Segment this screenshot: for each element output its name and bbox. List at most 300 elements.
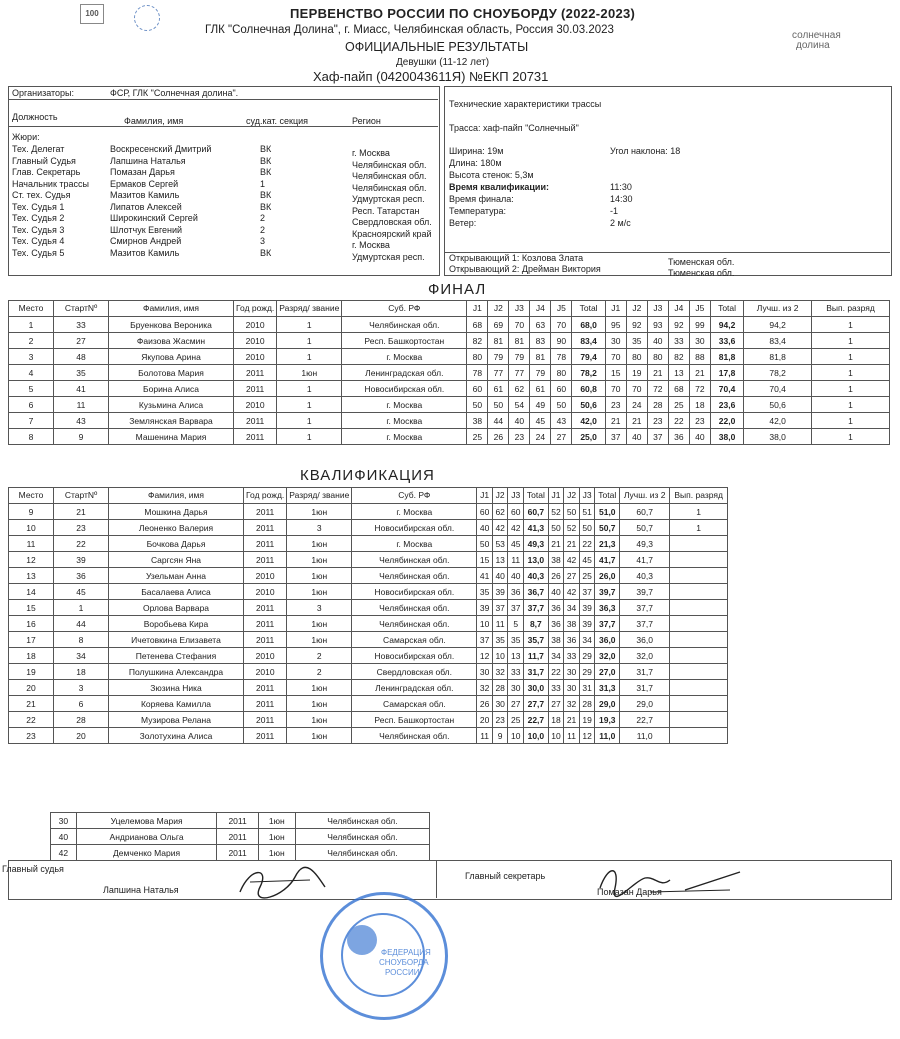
table-cell: 40,3 bbox=[620, 568, 670, 584]
table-row bbox=[9, 584, 728, 600]
table-cell: 16 bbox=[9, 616, 54, 632]
discipline-title: Хаф-пайп (0420043611Я) №ЕКП 20731 bbox=[313, 69, 549, 84]
table-cell: 23 bbox=[689, 413, 710, 429]
table-cell: 19,3 bbox=[595, 712, 620, 728]
table-row bbox=[9, 349, 890, 365]
table-cell: 40 bbox=[647, 333, 668, 349]
table-cell: 17,8 bbox=[710, 365, 743, 381]
table-cell: 52 bbox=[564, 520, 580, 536]
venue-line: ГЛК "Солнечная Долина", г. Миасс, Челябинская область, Россия 30.03.2023 bbox=[205, 24, 614, 36]
column-header: Место bbox=[9, 488, 54, 504]
table-cell: 60,8 bbox=[572, 381, 605, 397]
table-cell: 36,7 bbox=[524, 584, 549, 600]
table-cell: 48 bbox=[54, 349, 109, 365]
table-cell: 44 bbox=[54, 616, 109, 632]
table-cell: 50 bbox=[488, 397, 509, 413]
opener-2-region: Тюменская обл. bbox=[668, 268, 735, 278]
jury-role: Начальник трассы bbox=[12, 178, 89, 189]
table-cell: 68 bbox=[467, 317, 488, 333]
table-cell: 5 bbox=[9, 381, 54, 397]
table-cell: 26 bbox=[488, 429, 509, 445]
table-cell: 38 bbox=[564, 616, 580, 632]
table-cell: 45 bbox=[508, 536, 524, 552]
table-cell: 32,0 bbox=[595, 648, 620, 664]
table-cell: 21 bbox=[564, 536, 580, 552]
table-cell: 27,0 bbox=[595, 664, 620, 680]
table-cell: 1 bbox=[277, 333, 342, 349]
table-cell: Воробьева Кира bbox=[109, 616, 244, 632]
table-cell: г. Москва bbox=[342, 413, 467, 429]
table-cell: 40 bbox=[548, 584, 564, 600]
jury-category: ВК bbox=[260, 155, 272, 166]
qualification-results-table bbox=[8, 487, 728, 744]
table-cell: 1юн bbox=[287, 680, 352, 696]
opener-1-region: Тюменская обл. bbox=[668, 257, 735, 267]
table-cell: 25 bbox=[668, 397, 689, 413]
dns-cell: 2011 bbox=[217, 845, 258, 861]
table-cell: 2010 bbox=[244, 568, 287, 584]
table-cell: 20 bbox=[9, 680, 54, 696]
table-cell: 60 bbox=[467, 381, 488, 397]
column-header: Вып. разряд bbox=[812, 301, 890, 317]
table-cell: 81,8 bbox=[710, 349, 743, 365]
table-row bbox=[9, 333, 890, 349]
table-cell: 37 bbox=[647, 429, 668, 445]
table-cell: 22 bbox=[548, 664, 564, 680]
table-cell: 23 bbox=[492, 712, 508, 728]
table-cell: 30 bbox=[564, 680, 580, 696]
table-cell: 6 bbox=[9, 397, 54, 413]
table-cell: Машенина Мария bbox=[109, 429, 234, 445]
table-cell: 33 bbox=[54, 317, 109, 333]
table-cell: 36 bbox=[668, 429, 689, 445]
table-cell: 37 bbox=[605, 429, 626, 445]
table-cell: 1юн bbox=[287, 712, 352, 728]
table-cell: 50 bbox=[551, 397, 572, 413]
track-heading: Технические характеристики трассы bbox=[449, 99, 602, 109]
table-cell: 6 bbox=[54, 696, 109, 712]
table-cell: 1юн bbox=[287, 584, 352, 600]
column-header: Лучш. из 2 bbox=[744, 301, 812, 317]
table-cell: 22,7 bbox=[620, 712, 670, 728]
table-cell: 13 bbox=[9, 568, 54, 584]
table-cell: 9 bbox=[9, 504, 54, 520]
table-cell: 1 bbox=[812, 333, 890, 349]
table-cell: 41,7 bbox=[595, 552, 620, 568]
table-row bbox=[9, 381, 890, 397]
table-row bbox=[9, 504, 728, 520]
table-row bbox=[9, 632, 728, 648]
table-cell: 36 bbox=[564, 632, 580, 648]
table-cell: 3 bbox=[287, 520, 352, 536]
table-row bbox=[9, 552, 728, 568]
table-cell: 1юн bbox=[277, 365, 342, 381]
dns-cell: Андрианова Ольга bbox=[76, 829, 217, 845]
table-cell: 1 bbox=[812, 397, 890, 413]
table-cell: 79,4 bbox=[572, 349, 605, 365]
table-cell: 53 bbox=[492, 536, 508, 552]
final-results-table bbox=[8, 300, 890, 445]
column-header: J4 bbox=[668, 301, 689, 317]
table-cell: 21,3 bbox=[595, 536, 620, 552]
table-cell: 4 bbox=[9, 365, 54, 381]
table-cell: 19 bbox=[579, 712, 595, 728]
stamp-text-1: ФЕДЕРАЦИЯ bbox=[381, 948, 431, 957]
category-label: Девушки (11-12 лет) bbox=[396, 57, 490, 68]
table-cell: 31 bbox=[579, 680, 595, 696]
table-row bbox=[9, 664, 728, 680]
table-cell: 63 bbox=[530, 317, 551, 333]
jury-region: Респ. Татарстан bbox=[352, 205, 420, 216]
table-cell: 69 bbox=[488, 317, 509, 333]
table-cell: 27 bbox=[564, 568, 580, 584]
snowflake-logo-icon bbox=[134, 5, 160, 31]
table-cell: 1юн bbox=[287, 632, 352, 648]
table-cell: 8,7 bbox=[524, 616, 549, 632]
table-cell: Коряева Камилла bbox=[109, 696, 244, 712]
table-cell: 81,8 bbox=[744, 349, 812, 365]
table-cell bbox=[670, 568, 728, 584]
table-cell: 11 bbox=[508, 552, 524, 568]
table-cell: 38 bbox=[548, 632, 564, 648]
table-cell: 22,7 bbox=[524, 712, 549, 728]
col-name: Фамилия, имя bbox=[124, 116, 184, 126]
track-width: Ширина: 19м bbox=[449, 146, 504, 156]
table-cell: 10 bbox=[548, 728, 564, 744]
table-cell: 60 bbox=[508, 504, 524, 520]
dns-row bbox=[51, 845, 430, 861]
table-cell: 42 bbox=[508, 520, 524, 536]
dns-cell: 1юн bbox=[258, 829, 295, 845]
table-cell: 21 bbox=[54, 504, 109, 520]
final-time-label: Время финала: bbox=[449, 194, 514, 204]
table-cell: 99 bbox=[689, 317, 710, 333]
table-cell: 1 bbox=[277, 397, 342, 413]
table-cell: 51,0 bbox=[595, 504, 620, 520]
table-cell: 39 bbox=[579, 600, 595, 616]
column-header: Total bbox=[710, 301, 743, 317]
table-cell: 38 bbox=[467, 413, 488, 429]
track-length: Длина: 180м bbox=[449, 158, 502, 168]
table-cell: 21 bbox=[689, 365, 710, 381]
table-cell: 20 bbox=[477, 712, 493, 728]
table-cell: 2010 bbox=[244, 648, 287, 664]
table-cell: 11 bbox=[492, 616, 508, 632]
track-wall: Высота стенок: 5,3м bbox=[449, 170, 534, 180]
table-cell: 80 bbox=[626, 349, 647, 365]
column-header: Год рожд. bbox=[244, 488, 287, 504]
table-cell: 70 bbox=[626, 381, 647, 397]
table-cell: 30 bbox=[508, 680, 524, 696]
table-cell: 34 bbox=[579, 632, 595, 648]
track-block bbox=[444, 86, 892, 276]
table-cell: 1 bbox=[277, 349, 342, 365]
table-cell: 44 bbox=[488, 413, 509, 429]
table-cell: 1 bbox=[812, 381, 890, 397]
table-cell: 18 bbox=[689, 397, 710, 413]
table-cell: 22,0 bbox=[710, 413, 743, 429]
table-cell: 37,7 bbox=[524, 600, 549, 616]
jury-name: Лапшина Наталья bbox=[110, 155, 186, 166]
table-cell: 23,6 bbox=[710, 397, 743, 413]
wind-label: Ветер: bbox=[449, 218, 477, 228]
table-cell: 50,6 bbox=[572, 397, 605, 413]
table-cell: 27 bbox=[508, 696, 524, 712]
table-cell: 15 bbox=[605, 365, 626, 381]
jury-region: Челябинская обл. bbox=[352, 171, 427, 181]
table-cell: 1 bbox=[812, 413, 890, 429]
jury-role: Глав. Секретарь bbox=[12, 167, 81, 177]
jury-category: 2 bbox=[260, 213, 266, 223]
table-cell: 60 bbox=[477, 504, 493, 520]
table-cell: Новосибирская обл. bbox=[352, 584, 477, 600]
table-cell: г. Москва bbox=[352, 536, 477, 552]
table-cell: 41,3 bbox=[524, 520, 549, 536]
table-cell bbox=[670, 664, 728, 680]
table-cell bbox=[670, 584, 728, 600]
track-name: Трасса: хаф-пайп "Солнечный" bbox=[449, 123, 579, 133]
table-cell: Мошкина Дарья bbox=[109, 504, 244, 520]
table-cell: 2011 bbox=[244, 616, 287, 632]
track-angle: Угол наклона: 18 bbox=[610, 146, 681, 156]
column-header: J3 bbox=[647, 301, 668, 317]
table-row bbox=[9, 536, 728, 552]
table-cell: 40,3 bbox=[524, 568, 549, 584]
table-cell: 37,7 bbox=[620, 600, 670, 616]
dns-cell: Челябинская обл. bbox=[295, 845, 429, 861]
dns-row bbox=[51, 813, 430, 829]
table-cell: Музирова Релана bbox=[109, 712, 244, 728]
table-cell: 45 bbox=[579, 552, 595, 568]
col-position: Должность bbox=[12, 112, 58, 122]
table-cell: 37 bbox=[492, 600, 508, 616]
table-cell: 37,7 bbox=[620, 616, 670, 632]
table-cell: 11,0 bbox=[620, 728, 670, 744]
table-cell: 41 bbox=[54, 381, 109, 397]
table-cell: 43 bbox=[54, 413, 109, 429]
jury-category: ВК bbox=[260, 144, 272, 154]
table-cell: 35 bbox=[477, 584, 493, 600]
table-cell: 10 bbox=[508, 728, 524, 744]
dns-row bbox=[51, 829, 430, 845]
table-cell: 10 bbox=[9, 520, 54, 536]
table-cell: 2010 bbox=[244, 664, 287, 680]
table-cell: 11 bbox=[564, 728, 580, 744]
table-cell: 30 bbox=[689, 333, 710, 349]
col-region: Регион bbox=[352, 116, 381, 126]
table-cell: 2011 bbox=[234, 381, 277, 397]
table-cell: 80 bbox=[467, 349, 488, 365]
table-cell: 52 bbox=[548, 504, 564, 520]
table-row bbox=[9, 568, 728, 584]
table-cell: 3 bbox=[9, 349, 54, 365]
table-cell: 17 bbox=[9, 632, 54, 648]
jury-name: Широкинский Сергей bbox=[110, 213, 198, 223]
table-cell: 35 bbox=[626, 333, 647, 349]
table-cell: 7 bbox=[9, 413, 54, 429]
jury-category: ВК bbox=[260, 247, 272, 258]
results-heading: ОФИЦИАЛЬНЫЕ РЕЗУЛЬТАТЫ bbox=[345, 40, 529, 54]
table-cell: 94,2 bbox=[744, 317, 812, 333]
table-cell: Ленинградская обл. bbox=[342, 365, 467, 381]
jury-region: Свердловская обл. bbox=[352, 217, 432, 227]
table-cell: 2 bbox=[287, 648, 352, 664]
table-cell: 1 bbox=[54, 600, 109, 616]
table-cell: Свердловская обл. bbox=[352, 664, 477, 680]
column-header: Фамилия, имя bbox=[109, 488, 244, 504]
table-cell: 78,2 bbox=[572, 365, 605, 381]
table-cell: 37 bbox=[477, 632, 493, 648]
table-cell: Челябинская обл. bbox=[342, 317, 467, 333]
table-cell: 60 bbox=[551, 381, 572, 397]
table-cell: 15 bbox=[477, 552, 493, 568]
table-cell: 27 bbox=[551, 429, 572, 445]
table-cell: 26 bbox=[477, 696, 493, 712]
table-cell: 2011 bbox=[244, 728, 287, 744]
table-cell: 51 bbox=[579, 504, 595, 520]
column-header: J2 bbox=[492, 488, 508, 504]
table-cell: 28 bbox=[647, 397, 668, 413]
table-cell: 2011 bbox=[234, 413, 277, 429]
jury-name: Липатов Алексей bbox=[110, 201, 182, 212]
table-cell: 31,7 bbox=[524, 664, 549, 680]
table-cell: 30 bbox=[492, 696, 508, 712]
table-cell: 62 bbox=[509, 381, 530, 397]
table-cell: 1 bbox=[9, 317, 54, 333]
chief-judge-signature bbox=[230, 862, 330, 902]
table-cell: 34 bbox=[54, 648, 109, 664]
table-cell: Узельман Анна bbox=[109, 568, 244, 584]
table-cell: 39,7 bbox=[620, 584, 670, 600]
stamp-text-3: РОССИИ bbox=[385, 968, 420, 977]
event-title: ПЕРВЕНСТВО РОССИИ ПО СНОУБОРДУ (2022-2023) bbox=[290, 6, 636, 21]
table-cell: 1юн bbox=[287, 552, 352, 568]
jury-label: Жюри: bbox=[12, 132, 40, 142]
table-cell: Саргсян Яна bbox=[109, 552, 244, 568]
table-cell: 50 bbox=[477, 536, 493, 552]
table-cell: Респ. Башкортостан bbox=[342, 333, 467, 349]
table-cell: 31,7 bbox=[620, 664, 670, 680]
table-cell: 33 bbox=[548, 680, 564, 696]
table-cell: 13,0 bbox=[524, 552, 549, 568]
table-cell: 90 bbox=[551, 333, 572, 349]
table-cell: г. Москва bbox=[342, 429, 467, 445]
table-cell: 9 bbox=[54, 429, 109, 445]
qualification-section-title: КВАЛИФИКАЦИЯ bbox=[300, 467, 435, 484]
table-cell: 92 bbox=[626, 317, 647, 333]
column-header: J2 bbox=[626, 301, 647, 317]
table-cell: 5 bbox=[508, 616, 524, 632]
opener-2: Открывающий 2: Дрейман Виктория bbox=[449, 264, 601, 274]
table-cell bbox=[670, 728, 728, 744]
table-cell: 50 bbox=[579, 520, 595, 536]
table-cell: 22 bbox=[668, 413, 689, 429]
table-cell: 2011 bbox=[234, 429, 277, 445]
column-header: J3 bbox=[579, 488, 595, 504]
jury-category: ВК bbox=[260, 201, 272, 212]
table-cell: 94,2 bbox=[710, 317, 743, 333]
table-cell: 80 bbox=[647, 349, 668, 365]
table-cell: Челябинская обл. bbox=[352, 616, 477, 632]
opener-1: Открывающий 1: Козлова Злата bbox=[449, 253, 584, 263]
table-cell: 50 bbox=[548, 520, 564, 536]
table-cell: Якупова Арина bbox=[109, 349, 234, 365]
table-cell: 1 bbox=[277, 429, 342, 445]
table-cell: 72 bbox=[647, 381, 668, 397]
table-cell bbox=[670, 648, 728, 664]
table-cell: 42 bbox=[564, 552, 580, 568]
table-row bbox=[9, 680, 728, 696]
table-row bbox=[9, 397, 890, 413]
table-cell: г. Москва bbox=[352, 504, 477, 520]
final-section-title: ФИНАЛ bbox=[428, 281, 487, 298]
wind-value: 2 м/с bbox=[610, 218, 631, 228]
table-cell: 45 bbox=[54, 584, 109, 600]
table-cell: 30 bbox=[564, 664, 580, 680]
table-cell: 50,7 bbox=[595, 520, 620, 536]
column-header: Разряд/ звание bbox=[287, 488, 352, 504]
table-cell bbox=[670, 712, 728, 728]
column-header: J3 bbox=[509, 301, 530, 317]
table-cell: Челябинская обл. bbox=[352, 728, 477, 744]
table-cell: 42,0 bbox=[744, 413, 812, 429]
table-cell: 2011 bbox=[244, 552, 287, 568]
table-row bbox=[9, 616, 728, 632]
table-cell bbox=[670, 632, 728, 648]
table-cell: 50,6 bbox=[744, 397, 812, 413]
table-cell: 29,0 bbox=[595, 696, 620, 712]
table-cell: 38,0 bbox=[710, 429, 743, 445]
table-cell: 13 bbox=[668, 365, 689, 381]
table-cell: 27 bbox=[548, 696, 564, 712]
dns-table bbox=[50, 812, 430, 861]
table-cell: 12 bbox=[9, 552, 54, 568]
table-cell: 70 bbox=[605, 349, 626, 365]
table-cell: 1 bbox=[812, 429, 890, 445]
table-cell: Челябинская обл. bbox=[352, 552, 477, 568]
table-cell: 40 bbox=[509, 413, 530, 429]
table-cell: 11,7 bbox=[524, 648, 549, 664]
table-cell: 29,0 bbox=[620, 696, 670, 712]
table-cell: 2011 bbox=[244, 712, 287, 728]
jury-category: 3 bbox=[260, 236, 266, 246]
table-cell: 33 bbox=[508, 664, 524, 680]
table-cell bbox=[670, 552, 728, 568]
table-cell: 21 bbox=[605, 413, 626, 429]
table-cell: 18 bbox=[548, 712, 564, 728]
table-cell: 12 bbox=[579, 728, 595, 744]
table-cell: Кузьмина Алиса bbox=[109, 397, 234, 413]
table-cell: 49,3 bbox=[620, 536, 670, 552]
table-cell: 2011 bbox=[244, 680, 287, 696]
table-cell: 2 bbox=[287, 664, 352, 680]
table-cell: 37 bbox=[579, 584, 595, 600]
table-cell: 42 bbox=[564, 584, 580, 600]
table-cell: 2010 bbox=[244, 584, 287, 600]
table-cell: Челябинская обл. bbox=[352, 600, 477, 616]
table-cell: 32 bbox=[492, 664, 508, 680]
table-cell: 41 bbox=[477, 568, 493, 584]
table-cell: 79 bbox=[530, 365, 551, 381]
jury-region: Удмуртская респ. bbox=[352, 251, 425, 262]
table-row bbox=[9, 317, 890, 333]
chief-secretary-label: Главный секретарь bbox=[465, 871, 546, 881]
table-cell: 2011 bbox=[244, 504, 287, 520]
table-cell: 26,0 bbox=[595, 568, 620, 584]
table-cell: 70,4 bbox=[710, 381, 743, 397]
table-cell: 28 bbox=[579, 696, 595, 712]
table-cell: 41,7 bbox=[620, 552, 670, 568]
